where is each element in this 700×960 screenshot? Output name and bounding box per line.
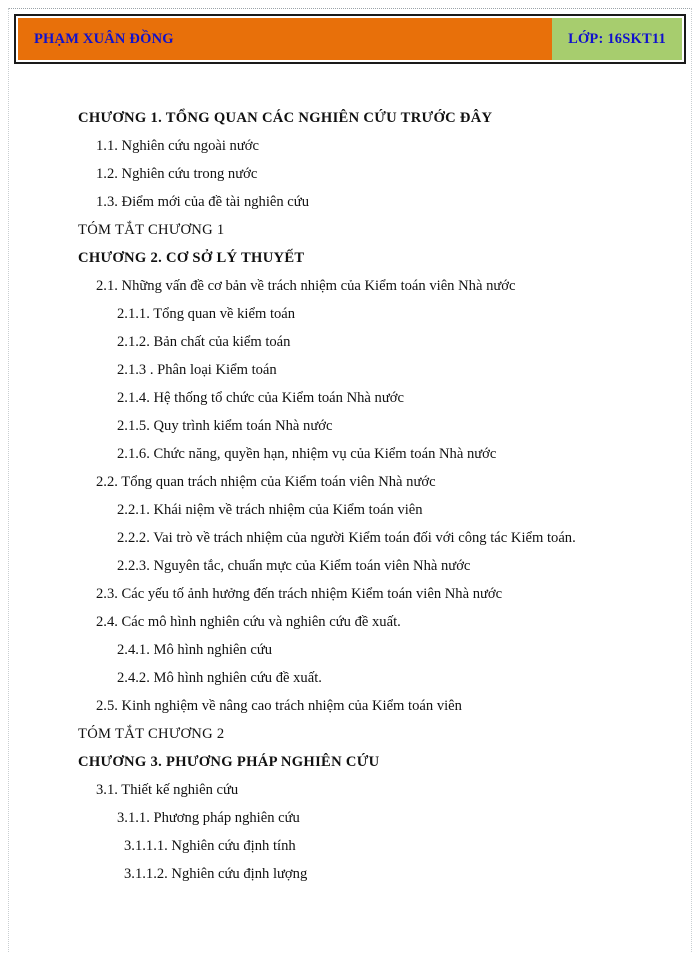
toc-entry: 2.4.2. Mô hình nghiên cứu đề xuất. — [117, 670, 322, 686]
toc-entry: 2.3. Các yếu tố ảnh hưởng đến trách nhiệm Kiểm toán viên Nhà nước — [96, 586, 503, 602]
toc-entry: 2.1.2. Bản chất của kiểm toán — [117, 334, 291, 350]
toc-entry: 3.1.1. Phương pháp nghiên cứu — [117, 810, 300, 826]
toc-chapter-heading: CHƯƠNG 1. TỔNG QUAN CÁC NGHIÊN CỨU TRƯỚC ĐÂY — [78, 110, 493, 126]
toc-entry: 2.4.1. Mô hình nghiên cứu — [117, 642, 273, 658]
toc-chapter-summary: TÓM TẮT CHƯƠNG 1 — [78, 222, 225, 238]
toc-entry: 2.2.3. Nguyên tắc, chuẩn mực của Kiểm toán viên Nhà nước — [117, 558, 471, 574]
toc-entry: 2.2. Tổng quan trách nhiệm của Kiểm toán viên Nhà nước — [96, 474, 436, 490]
toc-entry: 1.1. Nghiên cứu ngoài nước — [96, 138, 259, 154]
class-label: LỚP: 16SKT11 — [568, 30, 666, 47]
toc-entry: 2.1. Những vấn đề cơ bản về trách nhiệm của Kiểm toán viên Nhà nước — [96, 278, 516, 294]
header-banner — [14, 14, 686, 64]
toc-entry: 2.5. Kinh nghiệm về nâng cao trách nhiệm của Kiểm toán viên — [96, 698, 462, 714]
toc-entry: 3.1.1.2. Nghiên cứu định lượng — [124, 866, 308, 882]
toc-entry: 2.1.3 . Phân loại Kiểm toán — [117, 362, 277, 378]
toc-entry: 2.1.6. Chức năng, quyền hạn, nhiệm vụ của Kiểm toán Nhà nước — [117, 446, 497, 462]
toc-entry: 2.2.1. Khái niệm về trách nhiệm của Kiểm toán viên — [117, 502, 423, 518]
student-name: PHẠM XUÂN ĐỒNG — [34, 30, 174, 47]
toc-entry: 2.1.5. Quy trình kiểm toán Nhà nước — [117, 418, 333, 434]
toc-entry: 1.2. Nghiên cứu trong nước — [96, 166, 258, 182]
toc-entry: 3.1. Thiết kế nghiên cứu — [96, 782, 239, 798]
toc-chapter-heading: CHƯƠNG 3. PHƯƠNG PHÁP NGHIÊN CỨU — [78, 754, 380, 770]
toc-chapter-summary: TÓM TẮT CHƯƠNG 2 — [78, 726, 225, 742]
header-name-cell — [18, 18, 552, 60]
table-of-contents — [0, 104, 700, 888]
header-class-cell — [552, 18, 682, 60]
toc-entry: 2.4. Các mô hình nghiên cứu và nghiên cứu đề xuất. — [96, 614, 401, 630]
toc-entry: 2.2.2. Vai trò về trách nhiệm của người Kiểm toán đối với công tác Kiểm toán. — [117, 530, 576, 546]
toc-entry: 2.1.4. Hệ thống tổ chức của Kiểm toán Nhà nước — [117, 390, 404, 406]
toc-entry: 2.1.1. Tổng quan về kiểm toán — [117, 306, 296, 322]
toc-entry: 3.1.1.1. Nghiên cứu định tính — [124, 838, 296, 854]
toc-chapter-heading: CHƯƠNG 2. CƠ SỞ LÝ THUYẾT — [78, 250, 305, 266]
toc-entry: 1.3. Điểm mới của đề tài nghiên cứu — [96, 194, 309, 210]
